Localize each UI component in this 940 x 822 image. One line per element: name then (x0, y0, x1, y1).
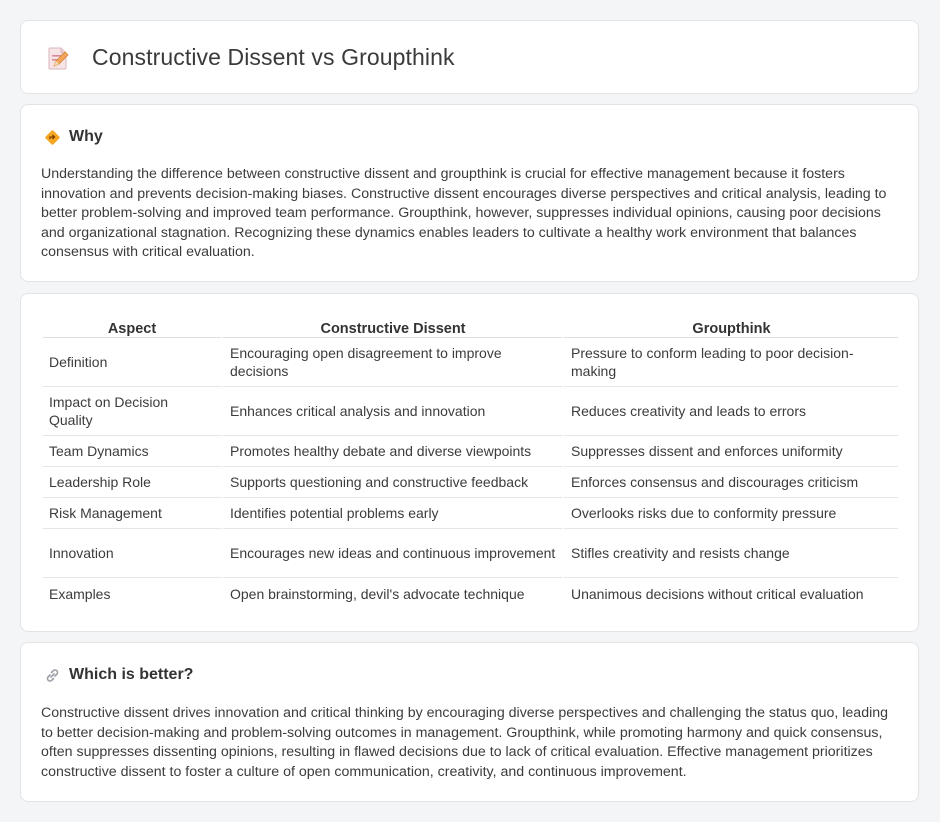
cell-groupthink: Pressure to conform leading to poor decision-making (562, 338, 898, 387)
comparison-table (43, 316, 898, 609)
why-heading-row (44, 128, 103, 146)
which-better-card (20, 642, 919, 802)
cell-dissent: Supports questioning and constructive feedback (221, 467, 562, 498)
cell-dissent: Open brainstorming, devil's advocate technique (221, 578, 562, 609)
table-row (43, 578, 898, 609)
cell-groupthink: Unanimous decisions without critical evaluation (562, 578, 898, 609)
why-heading: Why (69, 128, 103, 145)
title-card (20, 20, 919, 94)
cell-dissent: Encourages new ideas and continuous improvement (221, 529, 562, 578)
table-row (43, 467, 898, 498)
cell-groupthink: Reduces creativity and leads to errors (562, 387, 898, 436)
table-header-row (43, 316, 898, 338)
page-title: Constructive Dissent vs Groupthink (92, 44, 455, 70)
diamond-signpost-icon (44, 129, 61, 146)
cell-dissent: Encouraging open disagreement to improve decisions (221, 338, 562, 387)
cell-aspect: Definition (43, 338, 221, 387)
table-row (43, 338, 898, 387)
cell-groupthink: Enforces consensus and discourages criticism (562, 467, 898, 498)
header-groupthink: Groupthink (562, 316, 898, 338)
cell-aspect: Impact on Decision Quality (43, 387, 221, 436)
cell-groupthink: Stifles creativity and resists change (562, 529, 898, 578)
why-card (20, 104, 919, 282)
comparison-card (20, 293, 919, 632)
cell-groupthink: Overlooks risks due to conformity pressure (562, 498, 898, 529)
table-row (43, 436, 898, 467)
cell-dissent: Identifies potential problems early (221, 498, 562, 529)
better-heading-row (44, 666, 193, 684)
cell-aspect: Innovation (43, 529, 221, 578)
cell-aspect: Team Dynamics (43, 436, 221, 467)
cell-groupthink: Suppresses dissent and enforces uniformity (562, 436, 898, 467)
cell-aspect: Leadership Role (43, 467, 221, 498)
table-row (43, 387, 898, 436)
document-pencil-icon (45, 45, 71, 71)
better-body: Constructive dissent drives innovation and critical thinking by encouraging diverse perspectives and challenging the status quo, leading to better decision-making and problem-solving outcomes in management. Groupthink, while promoting harmony and quick consensus, often suppresses dissenting opinions, resulting in flawed decisions due to lack of critical evaluation. Effective management prioritizes constructive dissent to foster a culture of open communication, creativity, and continuous improvement. (41, 705, 889, 780)
header-constructive-dissent: Constructive Dissent (221, 316, 562, 338)
link-icon (44, 667, 61, 684)
cell-dissent: Enhances critical analysis and innovation (221, 387, 562, 436)
table-row (43, 498, 898, 529)
title-row (45, 44, 455, 71)
better-heading: Which is better? (69, 666, 194, 683)
table-row (43, 529, 898, 578)
cell-aspect: Risk Management (43, 498, 221, 529)
cell-dissent: Promotes healthy debate and diverse viewpoints (221, 436, 562, 467)
cell-aspect: Examples (49, 585, 111, 602)
why-body: Understanding the difference between constructive dissent and groupthink is crucial for effective management because it fosters innovation and prevents decision-making biases. Constructive dissent encourages diverse perspectives and critical analysis, leading to better problem-solving and improved team performance. Groupthink, however, suppresses individual opinions, causing poor decisions and organizational stagnation. Recognizing these dynamics enables leaders to cultivate a healthy work environment that balances consensus with critical evaluation. (41, 166, 887, 261)
header-aspect: Aspect (43, 316, 221, 338)
